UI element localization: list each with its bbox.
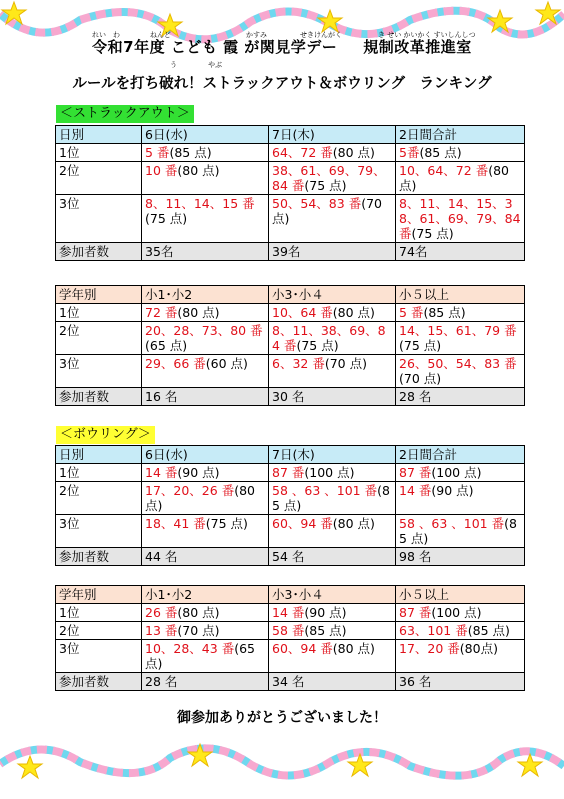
- participants-cell: 39名: [269, 243, 396, 261]
- rank-label: 3位: [56, 195, 142, 243]
- ranking-table: [55, 125, 525, 261]
- score: (100 点): [431, 605, 482, 620]
- table-header-row: [56, 446, 525, 464]
- rank-label: 1位: [56, 464, 142, 482]
- score: (90 点): [431, 483, 474, 498]
- table-row: [56, 322, 525, 355]
- participants-cell: 30 名: [269, 388, 396, 406]
- table-cell: [396, 464, 525, 482]
- table-row: [56, 162, 525, 195]
- score: (80 点): [177, 163, 220, 178]
- table-cell: [396, 144, 525, 162]
- table-cell: [142, 604, 269, 622]
- score: (70 点): [399, 371, 442, 386]
- table-header-cell: 7日(木): [269, 446, 396, 464]
- table-cell: [269, 304, 396, 322]
- table-cell: [142, 195, 269, 243]
- score: (85 点): [399, 516, 517, 546]
- entry-numbers: 60、94 番: [272, 641, 333, 656]
- table-cell: [142, 464, 269, 482]
- table-header-cell: 小５以上: [396, 586, 525, 604]
- score: (80 点): [177, 605, 220, 620]
- participants-cell: 参加者数: [56, 673, 142, 691]
- page-title: 令和7年度 こども 霞 が関見学デー 規制改革推進室: [92, 38, 472, 56]
- rank-label: 1位: [56, 144, 142, 162]
- table-cell: [269, 195, 396, 243]
- table-cell: [269, 144, 396, 162]
- table-cell: [142, 162, 269, 195]
- ranking-table: [55, 585, 525, 691]
- thank-you-message: 御参加ありがとうございました！: [177, 710, 387, 726]
- entry-numbers: 58 、63 、101 番: [399, 516, 505, 531]
- entry-numbers: 87 番: [272, 465, 305, 480]
- entry-numbers: 13 番: [145, 623, 178, 638]
- table-header-cell: 6日(水): [142, 446, 269, 464]
- table-header-cell: 学年別: [56, 286, 142, 304]
- score: (90 点): [304, 605, 347, 620]
- entry-numbers: 14、15、61、79 番: [399, 323, 517, 338]
- participants-cell: 34 名: [269, 673, 396, 691]
- table-header-cell: 小1･小2: [142, 586, 269, 604]
- participants-cell: 36 名: [396, 673, 525, 691]
- participants-row: [56, 388, 525, 406]
- table-header-row: [56, 126, 525, 144]
- table-cell: [142, 515, 269, 548]
- table-header-cell: 日別: [56, 446, 142, 464]
- table-cell: [142, 322, 269, 355]
- table-row: [56, 195, 525, 243]
- table-cell: [269, 604, 396, 622]
- entry-numbers: 10、64 番: [272, 305, 333, 320]
- score: (70 点): [177, 623, 220, 638]
- participants-cell: 28 名: [142, 673, 269, 691]
- table-cell: [142, 482, 269, 515]
- table-cell: [269, 162, 396, 195]
- table-header-cell: 7日(木): [269, 126, 396, 144]
- score: (75 点): [399, 338, 442, 353]
- participants-cell: 参加者数: [56, 548, 142, 566]
- rank-label: 2位: [56, 622, 142, 640]
- table-header-cell: 日別: [56, 126, 142, 144]
- score: (80点): [459, 641, 498, 656]
- table-row: [56, 464, 525, 482]
- entry-numbers: 72 番: [145, 305, 178, 320]
- score: (85 点): [423, 305, 466, 320]
- score: (75 点): [296, 338, 339, 353]
- entry-numbers: 10、28、43 番: [145, 641, 235, 656]
- entry-numbers: 6、32 番: [272, 356, 325, 371]
- table-row: [56, 622, 525, 640]
- score: (85 点): [169, 145, 212, 160]
- entry-numbers: 10、64、72 番: [399, 163, 489, 178]
- score: (65 点): [145, 338, 188, 353]
- table-cell: [269, 482, 396, 515]
- score: (80 点): [332, 641, 375, 656]
- section-label-bowling: ＜ボウリング＞: [56, 426, 155, 444]
- entry-numbers: 14 番: [272, 605, 305, 620]
- table-header-cell: 小3･小４: [269, 586, 396, 604]
- table-cell: [269, 640, 396, 673]
- score: (80 点): [399, 163, 509, 193]
- table-row: [56, 355, 525, 388]
- score: (80 点): [177, 305, 220, 320]
- score: (75 点): [205, 516, 248, 531]
- title-ruby: れい わ ねんど かすみ せきけんがく き せい かいかく すいしんしつ: [92, 31, 476, 39]
- table-cell: [142, 144, 269, 162]
- rank-label: 2位: [56, 482, 142, 515]
- table-header-row: [56, 286, 525, 304]
- table-header-cell: 2日間合計: [396, 446, 525, 464]
- participants-cell: 28 名: [396, 388, 525, 406]
- participants-cell: 参加者数: [56, 243, 142, 261]
- entry-numbers: 17、20 番: [399, 641, 460, 656]
- table-row: [56, 482, 525, 515]
- star-icon: [518, 754, 542, 776]
- table-header-row: [56, 586, 525, 604]
- entry-numbers: 20、28、73、80 番: [145, 323, 263, 338]
- table-cell: [142, 640, 269, 673]
- table-header-cell: 学年別: [56, 586, 142, 604]
- rank-label: 3位: [56, 355, 142, 388]
- table-row: [56, 640, 525, 673]
- score: (85 点): [272, 483, 390, 513]
- participants-cell: 16 名: [142, 388, 269, 406]
- entry-numbers: 29、66 番: [145, 356, 206, 371]
- participants-row: [56, 548, 525, 566]
- entry-numbers: 18、41 番: [145, 516, 206, 531]
- rank-label: 1位: [56, 304, 142, 322]
- entry-numbers: 10 番: [145, 163, 178, 178]
- subtitle-ruby: う やぶ: [170, 61, 222, 69]
- table-cell: [269, 322, 396, 355]
- table-cell: [269, 515, 396, 548]
- table-cell: [396, 304, 525, 322]
- table-cell: [142, 622, 269, 640]
- table-cell: [396, 195, 525, 243]
- participants-cell: 参加者数: [56, 388, 142, 406]
- bottom-garland-decoration: [0, 736, 564, 788]
- table-cell: [269, 464, 396, 482]
- score: (60 点): [205, 356, 248, 371]
- rank-label: 3位: [56, 515, 142, 548]
- score: (70 点): [272, 196, 382, 226]
- table-cell: [396, 322, 525, 355]
- entry-numbers: 26、50、54、83 番: [399, 356, 517, 371]
- rank-label: 3位: [56, 640, 142, 673]
- participants-cell: 54 名: [269, 548, 396, 566]
- table-cell: [396, 640, 525, 673]
- table-cell: [142, 304, 269, 322]
- entry-numbers: 58 番: [272, 623, 305, 638]
- entry-numbers: 60、94 番: [272, 516, 333, 531]
- page-subtitle: ルールを打ち破れ！ストラックアウト＆ボウリング ランキング: [72, 76, 492, 92]
- table-cell: [396, 622, 525, 640]
- score: (75 点): [145, 211, 188, 226]
- entry-numbers: 63、101 番: [399, 623, 468, 638]
- table-header-cell: 小５以上: [396, 286, 525, 304]
- table-row: [56, 515, 525, 548]
- score: (85 点): [467, 623, 510, 638]
- score: (100 点): [431, 465, 482, 480]
- score: (80 点): [145, 483, 255, 513]
- entry-numbers: 8、11、38、69、84 番: [272, 323, 386, 353]
- table-header-cell: 2日間合計: [396, 126, 525, 144]
- entry-numbers: 26 番: [145, 605, 178, 620]
- participants-cell: 35名: [142, 243, 269, 261]
- section-label-struckout: ＜ストラックアウト＞: [56, 105, 194, 123]
- star-icon: [18, 756, 42, 778]
- score: (90 点): [177, 465, 220, 480]
- rank-label: 2位: [56, 162, 142, 195]
- table-cell: [269, 355, 396, 388]
- score: (70 点): [324, 356, 367, 371]
- entry-numbers: 38、61、69、79、84 番: [272, 163, 386, 193]
- table-cell: [269, 622, 396, 640]
- entry-numbers: 5 番: [145, 145, 170, 160]
- table-cell: [396, 515, 525, 548]
- participants-row: [56, 243, 525, 261]
- participants-cell: 74名: [396, 243, 525, 261]
- participants-row: [56, 673, 525, 691]
- entry-numbers: 5番: [399, 145, 420, 160]
- entry-numbers: 64、72 番: [272, 145, 333, 160]
- entry-numbers: 8、11、14、15、38、61、69、79、84番: [399, 196, 521, 241]
- table-cell: [142, 355, 269, 388]
- table-header-cell: 6日(水): [142, 126, 269, 144]
- entry-numbers: 14 番: [145, 465, 178, 480]
- score: (100 点): [304, 465, 355, 480]
- score: (80 点): [332, 516, 375, 531]
- table-row: [56, 144, 525, 162]
- entry-numbers: 58 、63 、101 番: [272, 483, 378, 498]
- score: (75 点): [304, 178, 347, 193]
- participants-cell: 98 名: [396, 548, 525, 566]
- table-row: [56, 304, 525, 322]
- rank-label: 2位: [56, 322, 142, 355]
- score: (85 点): [304, 623, 347, 638]
- participants-cell: 44 名: [142, 548, 269, 566]
- entry-numbers: 87 番: [399, 465, 432, 480]
- ranking-table: [55, 445, 525, 566]
- score: (80 点): [332, 145, 375, 160]
- entry-numbers: 8、11、14、15 番: [145, 196, 255, 211]
- table-cell: [396, 482, 525, 515]
- score: (80 点): [332, 305, 375, 320]
- score: (65 点): [145, 641, 255, 671]
- entry-numbers: 87 番: [399, 605, 432, 620]
- entry-numbers: 14 番: [399, 483, 432, 498]
- table-header-cell: 小3･小４: [269, 286, 396, 304]
- entry-numbers: 50、54、83 番: [272, 196, 362, 211]
- ranking-table: [55, 285, 525, 406]
- entry-numbers: 5 番: [399, 305, 424, 320]
- entry-numbers: 17、20、26 番: [145, 483, 235, 498]
- table-row: [56, 604, 525, 622]
- rank-label: 1位: [56, 604, 142, 622]
- table-cell: [396, 162, 525, 195]
- score: (85 点): [419, 145, 462, 160]
- score: (75 点): [411, 226, 454, 241]
- table-header-cell: 小1･小2: [142, 286, 269, 304]
- table-cell: [396, 355, 525, 388]
- table-cell: [396, 604, 525, 622]
